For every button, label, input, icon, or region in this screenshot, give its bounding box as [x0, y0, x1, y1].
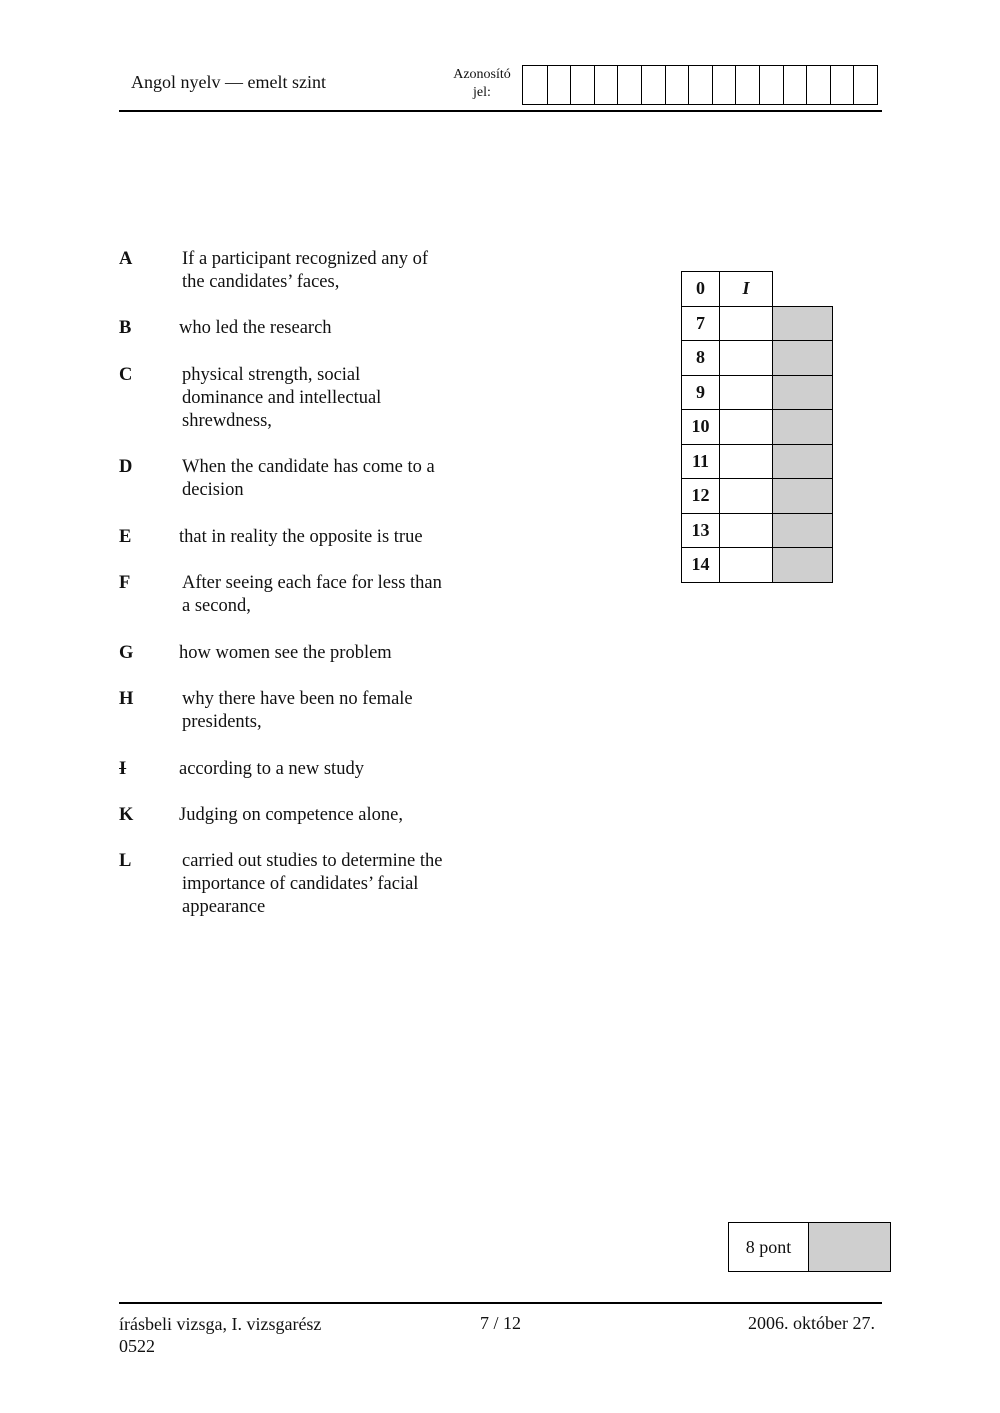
score-cell[interactable]	[773, 341, 833, 376]
answer-cell[interactable]	[720, 513, 773, 548]
answer-cell[interactable]	[720, 444, 773, 479]
option-letter: E	[119, 527, 132, 547]
answer-cell[interactable]	[720, 548, 773, 583]
item-number: 14	[682, 548, 720, 583]
option-letter: C	[119, 365, 133, 385]
option-text: physical strength, social dominance and intellectual shrewdness,	[182, 365, 382, 431]
answer-cell[interactable]	[720, 479, 773, 514]
option-text: how women see the problem	[179, 643, 392, 663]
id-code-box[interactable]	[617, 66, 641, 104]
answer-cell[interactable]	[720, 375, 773, 410]
option-letter: D	[119, 457, 133, 477]
score-cell[interactable]	[773, 513, 833, 548]
id-code-boxes	[522, 65, 878, 105]
exam-date: 2006. október 27.	[748, 1313, 875, 1333]
option-text: that in reality the opposite is true	[179, 527, 423, 547]
id-code-box[interactable]	[783, 66, 807, 104]
answer-row	[682, 341, 833, 376]
option-letter: A	[119, 249, 133, 269]
answer-row-example	[682, 272, 833, 307]
option-text: Judging on competence alone,	[179, 805, 403, 825]
item-number: 9	[682, 375, 720, 410]
answer-row	[682, 479, 833, 514]
answer-row	[682, 444, 833, 479]
option-text: according to a new study	[179, 759, 364, 779]
item-number: 13	[682, 513, 720, 548]
item-number: 12	[682, 479, 720, 514]
score-box	[728, 1222, 891, 1272]
item-number: 0	[682, 272, 720, 307]
footer-left	[119, 1313, 321, 1357]
score-field[interactable]	[809, 1223, 890, 1271]
option-text: who led the research	[179, 318, 332, 338]
option-letter: H	[119, 689, 134, 709]
answer-row	[682, 513, 833, 548]
score-cell[interactable]	[773, 548, 833, 583]
score-label: 8 pont	[729, 1223, 809, 1271]
option-text: why there have been no female presidents,	[182, 689, 413, 732]
example-answer: I	[720, 272, 773, 307]
option-letter: L	[119, 851, 132, 871]
option-letter: B	[119, 318, 132, 338]
exam-part: írásbeli vizsga, I. vizsgarész	[119, 1314, 322, 1334]
id-code-box[interactable]	[853, 66, 877, 104]
id-code-box[interactable]	[547, 66, 571, 104]
id-code-box[interactable]	[712, 66, 736, 104]
answer-cell[interactable]	[720, 410, 773, 445]
answer-cell[interactable]	[720, 306, 773, 341]
id-code-box[interactable]	[594, 66, 618, 104]
id-label: Azonosító jel:	[453, 67, 511, 100]
header-rule	[119, 110, 882, 112]
option-letter: K	[119, 805, 134, 825]
header-title: Angol nyelv — emelt szint	[131, 72, 326, 92]
score-cell[interactable]	[773, 306, 833, 341]
item-number: 8	[682, 341, 720, 376]
answer-table	[681, 271, 833, 583]
option-text: When the candidate has come to a decision	[182, 457, 435, 500]
id-code-box[interactable]	[735, 66, 759, 104]
id-code-box[interactable]	[806, 66, 830, 104]
score-cell[interactable]	[773, 479, 833, 514]
option-letter: F	[119, 573, 131, 593]
score-cell[interactable]	[773, 375, 833, 410]
score-cell[interactable]	[773, 444, 833, 479]
id-code-box[interactable]	[688, 66, 712, 104]
option-text: If a participant recognized any of the candidates’ faces,	[182, 249, 429, 292]
item-number: 10	[682, 410, 720, 445]
option-letter-struck: I	[119, 759, 127, 779]
exam-code: 0522	[119, 1336, 155, 1356]
item-number: 7	[682, 306, 720, 341]
id-code-box[interactable]	[830, 66, 854, 104]
score-cell[interactable]	[773, 410, 833, 445]
answer-cell[interactable]	[720, 341, 773, 376]
answer-row	[682, 306, 833, 341]
option-text: carried out studies to determine the importance of candidates’ facial appearance	[182, 851, 443, 917]
footer-rule	[119, 1302, 882, 1304]
id-code-box[interactable]	[665, 66, 689, 104]
item-number: 11	[682, 444, 720, 479]
id-code-box[interactable]	[570, 66, 594, 104]
page-number: 7 / 12	[480, 1313, 522, 1333]
id-code-box[interactable]	[759, 66, 783, 104]
option-letter: G	[119, 643, 134, 663]
id-code-box[interactable]	[641, 66, 665, 104]
answer-row	[682, 548, 833, 583]
answer-row	[682, 410, 833, 445]
answer-row	[682, 375, 833, 410]
option-text: After seeing each face for less than a second,	[182, 573, 442, 616]
id-code-box[interactable]	[523, 66, 547, 104]
